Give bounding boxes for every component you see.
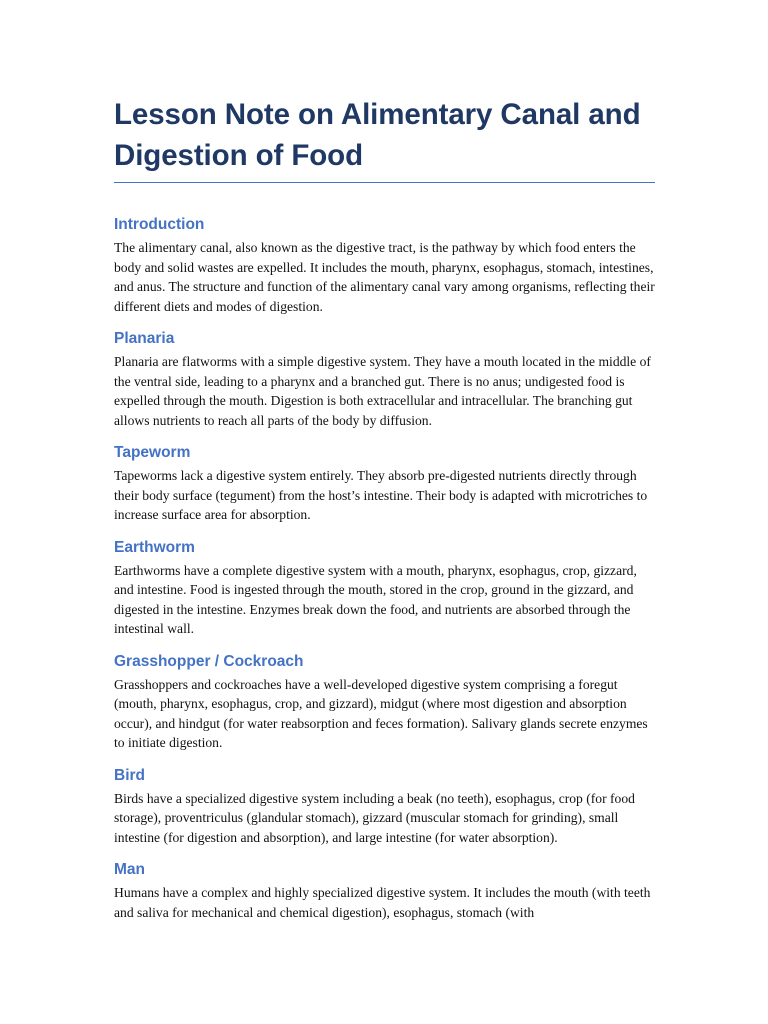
section-tapeworm <box>114 443 655 525</box>
section-earthworm <box>114 538 655 639</box>
section-heading: Introduction <box>114 216 205 233</box>
section-paragraph: Planaria are flatworms with a simple digestive system. They have a mouth located in the middle of the ventral side, leading to a pharynx and a branched gut. There is no anus; undigested food is expelled through the mouth. Digestion is both extracellular and intracellular. The branching gut allows nutrients to reach all parts of the body by diffusion. <box>114 354 651 428</box>
section-paragraph: The alimentary canal, also known as the digestive tract, is the pathway by which food enters the body and solid wastes are expelled. It includes the mouth, pharynx, esophagus, stomach, intestines, and anus. The structure and function of the alimentary canal vary among organisms, reflecting their different diets and modes of digestion. <box>114 240 655 314</box>
section-paragraph: Tapeworms lack a digestive system entirely. They absorb pre-digested nutrients directly through their body surface (tegument) from the host’s intestine. Their body is adapted with microtriches to increase surface area for absorption. <box>114 468 648 522</box>
section-man <box>114 860 655 922</box>
section-paragraph: Grasshoppers and cockroaches have a well-developed digestive system comprising a foregut (mouth, pharynx, esophagus, crop, and gizzard), midgut (where most digestion and absorption occur), and hindgut (for water reabsorption and feces formation). Salivary glands secrete enzymes to initiate digestion. <box>114 676 648 750</box>
section-heading: Bird <box>114 766 145 784</box>
section-paragraph: Earthworms have a complete digestive system with a mouth, pharynx, esophagus, crop, gizzard, and intestine. Food is ingested through the mouth, stored in the crop, ground in the gizzard, and digested in the intestine. Enzymes break down the food, and nutrients are absorbed through the intestinal wall. <box>114 562 637 636</box>
section-planaria <box>114 329 655 430</box>
section-grasshopper-cockroach <box>114 652 655 753</box>
document-page <box>114 94 655 922</box>
page-title: Lesson Note on Alimentary Canal and Digestion of Food <box>114 94 655 183</box>
section-heading: Tapeworm <box>114 444 191 461</box>
section-heading: Man <box>114 861 145 878</box>
section-paragraph: Humans have a complex and highly specialized digestive system. It includes the mouth (with teeth and saliva for mechanical and chemical digestion), esophagus, stomach (with <box>114 885 651 920</box>
section-heading: Grasshopper / Cockroach <box>114 652 304 670</box>
section-bird <box>114 766 655 848</box>
section-paragraph: Birds have a specialized digestive system including a beak (no teeth), esophagus, crop (for food storage), proventriculus (glandular stomach), gizzard (muscular stomach for grinding), small intestine (for digestion and absorption), and large intestine (for water absorption). <box>114 790 635 845</box>
section-introduction <box>114 215 655 316</box>
section-heading: Planaria <box>114 330 175 347</box>
section-heading: Earthworm <box>114 538 195 556</box>
